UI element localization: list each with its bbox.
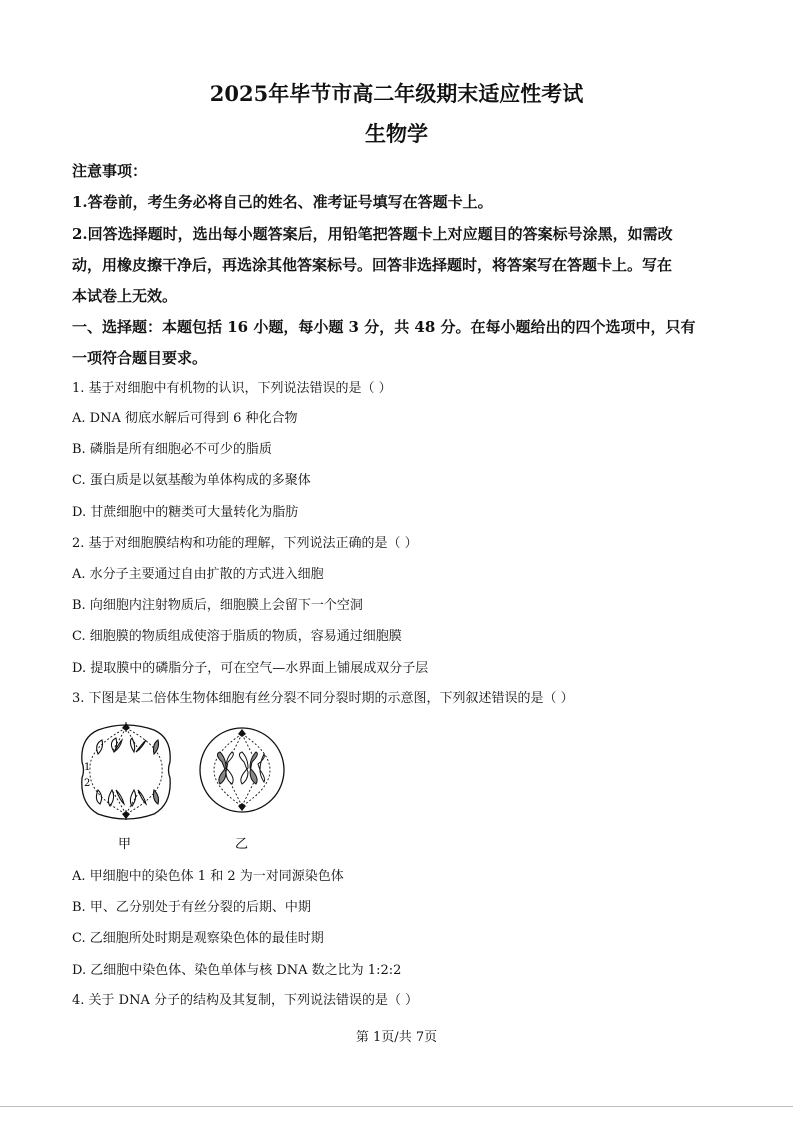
exam-subject: 生物学 <box>365 121 428 146</box>
exam-title: 2025年毕节市高二年级期末适应性考试 <box>209 81 584 106</box>
question-1-option-b: B. 磷脂是所有细胞必不可少的脂质 <box>72 442 272 457</box>
question-3-option-d: D. 乙细胞中染色体、染色单体与核 DNA 数之比为 1:2:2 <box>72 963 402 978</box>
notice-item-2-line-2: 动，用橡皮擦干净后，再选涂其他答案标号。回答非选择题时，将答案写在答题卡上。写在 <box>72 256 673 274</box>
chromosome-label-2: 2 <box>84 778 91 789</box>
question-2-option-a: A. 水分子主要通过自由扩散的方式进入细胞 <box>72 567 324 582</box>
question-3-option-a: A. 甲细胞中的染色体 1 和 2 为一对同源染色体 <box>72 869 344 884</box>
question-2-stem: 2. 基于对细胞膜结构和功能的理解，下列说法正确的是（ ） <box>72 536 418 551</box>
question-2-option-c: C. 细胞膜的物质组成使溶于脂质的物质，容易通过细胞膜 <box>72 629 402 644</box>
spindle-pole-jia-top <box>122 723 130 731</box>
figure-label-jia: 甲 <box>118 837 132 852</box>
spindle-pole-yi-bottom <box>238 803 246 811</box>
chromosomes-jia-bottom <box>96 790 158 806</box>
question-3-option-b: B. 甲、乙分别处于有丝分裂的后期、中期 <box>72 900 311 915</box>
section-1-heading-line-1: 一、选择题：本题包括 16 小题，每小题 3 分，共 48 分。在每小题给出的四个选项中，只有 <box>72 318 696 336</box>
chromosome-label-1: 1 <box>84 762 91 773</box>
notice-item-1: 1.答卷前，考生务必将自己的姓名、准考证号填写在答题卡上。 <box>72 193 493 211</box>
question-1-option-c: C. 蛋白质是以氨基酸为单体构成的多聚体 <box>72 473 311 488</box>
chromosomes-yi <box>217 752 264 784</box>
question-1-stem: 1. 基于对细胞中有机物的认识，下列说法错误的是（ ） <box>72 381 392 396</box>
section-1-heading-line-2: 一项符合题目要求。 <box>72 349 208 367</box>
cell-jia <box>82 722 170 820</box>
notice-item-2-line-3: 本试卷上无效。 <box>72 287 178 305</box>
chromosomes-jia-top <box>97 738 159 754</box>
spindle-pole-jia-bottom <box>122 811 130 819</box>
question-3-stem: 3. 下图是某二倍体生物体细胞有丝分裂不同分裂时期的示意图，下列叙述错误的是（ ） <box>72 691 574 706</box>
figure-label-yi: 乙 <box>235 837 249 852</box>
question-4-stem: 4. 关于 DNA 分子的结构及其复制，下列说法错误的是（ ） <box>72 993 419 1008</box>
question-1-option-a: A. DNA 彻底水解后可得到 6 种化合物 <box>72 411 298 426</box>
question-2-option-d: D. 提取膜中的磷脂分子，可在空气—水界面上铺展成双分子层 <box>72 661 429 676</box>
question-2-option-b: B. 向细胞内注射物质后，细胞膜上会留下一个空洞 <box>72 598 363 613</box>
question-3-option-c: C. 乙细胞所处时期是观察染色体的最佳时期 <box>72 931 324 946</box>
mitosis-figure <box>76 718 286 858</box>
page-footer: 第 1页/共 7页 <box>355 1030 438 1045</box>
spindle-pole-yi-top <box>238 729 246 737</box>
cell-yi <box>200 728 284 812</box>
bottom-divider <box>0 1106 793 1107</box>
question-1-option-d: D. 甘蔗细胞中的糖类可大量转化为脂肪 <box>72 505 299 520</box>
notice-heading: 注意事项： <box>72 162 148 180</box>
notice-item-2-line-1: 2.回答选择题时，选出每小题答案后，用铅笔把答题卡上对应题目的答案标号涂黑，如需改 <box>72 225 673 243</box>
